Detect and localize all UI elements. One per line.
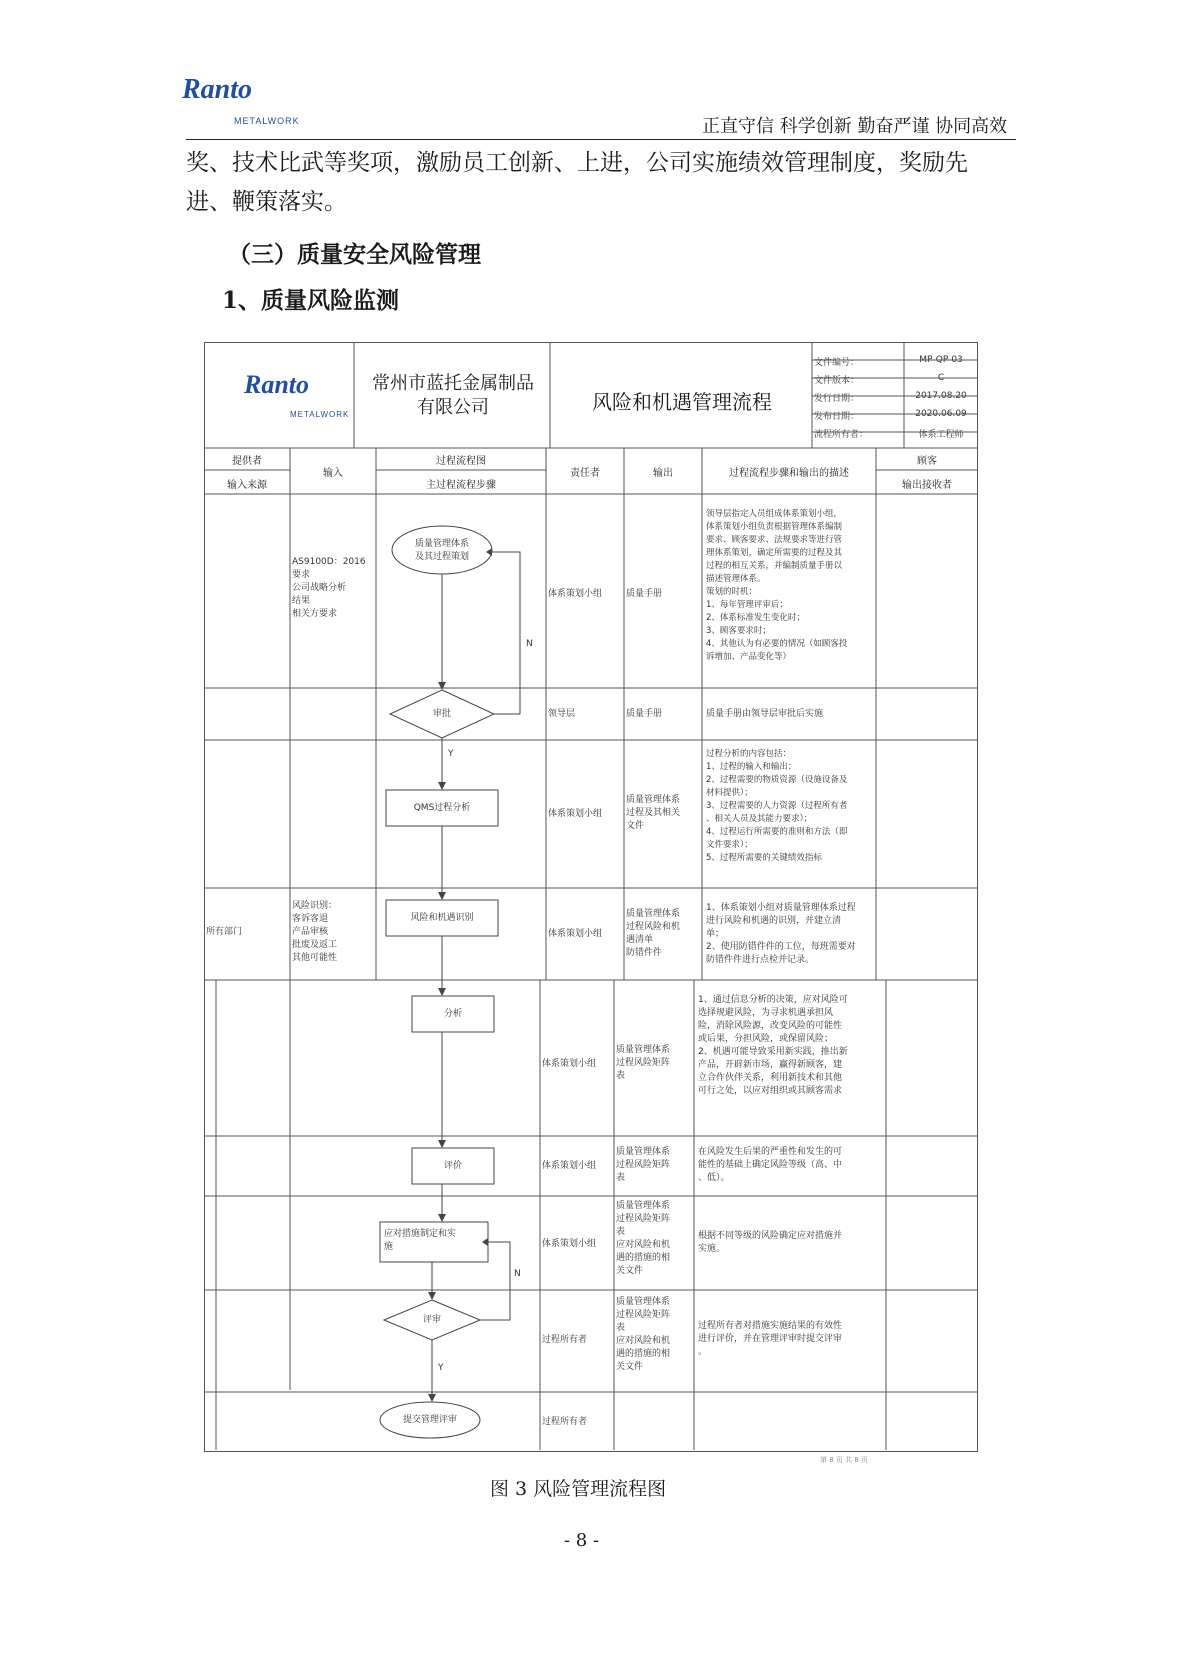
- figure-page-mark: 第 8 页 共 8 页: [820, 1456, 869, 1464]
- flow-start-label: 质量管理体系 及其过程策划: [414, 539, 469, 562]
- flow-no-label: N: [526, 639, 533, 649]
- row-input: AS9100D：2016 要求 公司战略分析 结果 相关方要求: [292, 557, 366, 619]
- row-output: 质量管理体系 过程风险矩阵 表: [616, 1045, 671, 1081]
- flow-no-label: N: [514, 1269, 521, 1279]
- row-owner: 体系策划小组: [542, 1161, 597, 1171]
- meta-value: 体系工程师: [918, 430, 964, 440]
- row-output: 质量管理体系 过程风险矩阵 表 应对风险和机 遇的措施的相 关文件: [616, 1201, 671, 1276]
- row-owner: 领导层: [548, 709, 576, 719]
- row-output: 质量管理体系 过程风险矩阵 表: [616, 1147, 671, 1183]
- paragraph-line: 奖、技术比武等奖项，激励员工创新、上进，公司实施绩效管理制度，奖励先: [186, 150, 968, 176]
- flow-end-label: 提交管理评审: [402, 1415, 457, 1425]
- figure-caption: 图 3 风险管理流程图: [490, 1478, 667, 1500]
- row-owner: 体系策划小组: [548, 929, 603, 939]
- row-description: 过程所有者对措施实施结果的有效性 进行评价，并在管理评审时提交评审 。: [698, 1321, 843, 1357]
- figure-logo-subtitle: METALWORK: [290, 410, 350, 419]
- meta-label: 发行日期：: [814, 394, 860, 404]
- meta-value: 2017.08.20: [915, 391, 967, 401]
- subsection-title: 1、质量风险监测: [222, 287, 400, 314]
- figure-company-name: 常州市蓝托金属制品 有限公司: [372, 373, 534, 418]
- row-description: 1、体系策划小组对质量管理体系过程 进行风险和机遇的识别，并建立清 单； 2、使用防错件件的工位，每班需要对 防错件件进行点检并记录。: [706, 903, 856, 965]
- row-description: 1、通过信息分析的决策，应对风险可 选择规避风险，为寻求机遇承担风 险，消除风险源，改变风险的可能性 或后果，分担风险，或保留风险； 2、机遇可能导致采用新实践，推出新 产品，开辟新市场，赢得新顾客，建 立合作伙伴关系，利用新技术和其他 可行之处，以应对组织或其顾客需求: [698, 995, 848, 1096]
- flow-yes-label: Y: [448, 749, 454, 759]
- meta-label: 流程所有者：: [814, 430, 869, 440]
- row-owner: 体系策划小组: [542, 1059, 597, 1069]
- row-output: 质量管理体系 过程风险矩阵 表 应对风险和机 遇的措施的相 关文件: [616, 1297, 671, 1372]
- paragraph-line: 进、鞭策落实。: [186, 189, 347, 215]
- column-input: 输入: [323, 468, 343, 479]
- section-title: （三）质量安全风险管理: [228, 241, 481, 268]
- page-number: - 8 -: [564, 1530, 600, 1551]
- row-output: 质量管理体系 过程及其相关 文件: [626, 795, 681, 831]
- flow-measures-label: 应对措施制定和实 施: [384, 1229, 457, 1252]
- meta-value: MP-QP-03: [919, 355, 963, 365]
- row-description: 质量手册由领导层审批后实施: [706, 709, 824, 719]
- column-customer-receiver: 输出接收者: [902, 480, 952, 491]
- row-owner: 过程所有者: [542, 1417, 588, 1427]
- flow-analyze-label: 分析: [443, 1009, 462, 1019]
- row-provider: 所有部门: [206, 927, 243, 937]
- logo-subtitle: METALWORK: [234, 116, 300, 126]
- flow-identify-label: 风险和机遇识别: [410, 913, 474, 923]
- row-owner: 体系策划小组: [542, 1239, 597, 1249]
- flow-evaluate-label: 评价: [443, 1161, 462, 1171]
- meta-label: 发布日期：: [814, 412, 860, 422]
- flow-analysis-label: QMS过程分析: [413, 803, 471, 813]
- flow-review-label: 评审: [422, 1315, 441, 1325]
- row-description: 根据不同等级的风险确定应对措施并 实施。: [698, 1231, 843, 1254]
- column-provider: 提供者: [232, 456, 262, 467]
- column-flow-steps: 主过程流程步骤: [426, 480, 496, 491]
- logo-text: Ranto: [182, 74, 253, 105]
- row-input: 风险识别： 客诉客退 产品审核 批废及返工 其他可能性: [292, 901, 338, 963]
- meta-label: 文件版本：: [814, 376, 860, 386]
- row-output: 质量手册: [626, 709, 663, 719]
- row-output: 质量管理体系 过程风险和机 遇清单 防错件件: [626, 909, 681, 958]
- row-output: 质量手册: [626, 589, 663, 599]
- column-customer: 顾客: [917, 456, 937, 467]
- row-owner: 体系策划小组: [548, 589, 603, 599]
- column-description: 过程流程步骤和输出的描述: [729, 468, 849, 479]
- row-description: 过程分析的内容包括： 1、过程的输入和输出； 2、过程需要的物质资源（设施设备及 材料提供）； 3、过程需要的人力资源（过程所有者 、相关人员及其能力要求）； 4、过程运行所需要的准则和方法（即 文件要求）； 5、过程所需要的关键绩效指标: [706, 749, 848, 863]
- row-description: 在风险发生后果的严重性和发生的可 能性的基础上确定风险等级（高、中 、低）。: [698, 1147, 843, 1183]
- figure-doc-title: 风险和机遇管理流程: [592, 390, 772, 414]
- column-output: 输出: [653, 468, 673, 479]
- column-provider-source: 输入来源: [227, 480, 267, 491]
- flow-yes-label: Y: [438, 1363, 444, 1373]
- row-description: 领导层指定人员组成体系策划小组， 体系策划小组负责根据管理体系编制 要求、顾客要求、法规要求等进行管 理体系策划，确定所需要的过程及其 过程的相互关系，并编制质量手册以 描述管理体系。 策划的时机： 1、每年管理评审后； 2、体系标准发生变化时； 3、顾客要求时； 4、其他认为有必要的情况（如顾客投 诉增加、产品变化等）: [706, 509, 848, 662]
- figure-logo-text: Ranto: [244, 370, 310, 399]
- column-owner: 责任者: [570, 468, 600, 479]
- company-motto: 正直守信 科学创新 勤奋严谨 协同高效: [702, 116, 1008, 137]
- column-flow: 过程流程图: [436, 456, 486, 467]
- row-owner: 过程所有者: [542, 1335, 588, 1345]
- flow-approve-label: 审批: [432, 709, 451, 719]
- row-owner: 体系策划小组: [548, 809, 603, 819]
- meta-value: 2020.06.09: [915, 409, 967, 419]
- meta-value: C: [937, 373, 945, 383]
- meta-label: 文件编号：: [814, 358, 860, 368]
